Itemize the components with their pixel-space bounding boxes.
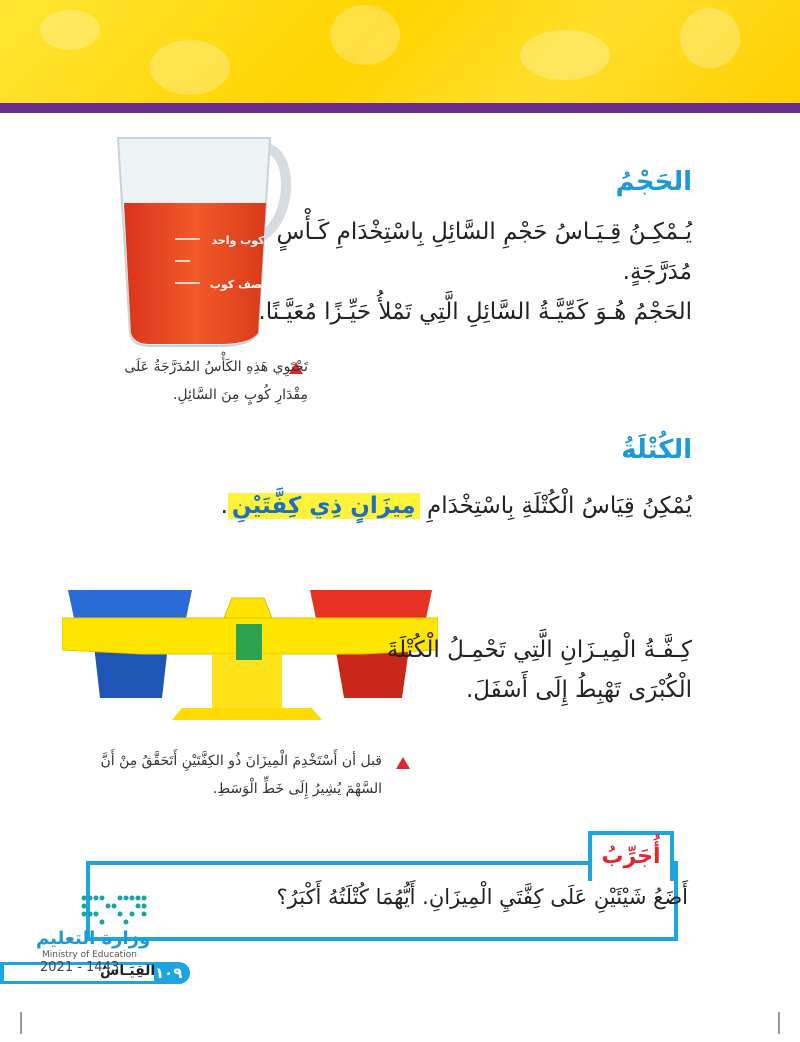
volume-caption xyxy=(124,353,308,409)
ministry-logo-icon xyxy=(78,892,150,926)
volume-title: الحَجْمُ xyxy=(615,167,692,197)
caption-line: مِقْدَارِ كُوبٍ مِنَ السَّائِلِ. xyxy=(172,387,308,403)
try-tab-label: أُجَرِّبُ xyxy=(592,835,670,881)
page-number: ١٠٩ xyxy=(155,964,183,982)
ministry-name-arabic: وزارة التعليم xyxy=(36,928,151,949)
caption-marker-icon xyxy=(396,757,410,769)
cup-label-half: نصف كوب xyxy=(209,278,267,291)
header-divider xyxy=(0,103,800,113)
mass-side-line: الْكُبْرَى تَهْبِطُ إِلَى أَسْفَلَ. xyxy=(465,677,692,703)
mass-paragraph xyxy=(221,486,692,526)
ministry-name-english: Ministry of Education xyxy=(42,950,137,960)
balance-term-highlight: مِيزَانٍ ذِي كِفَّتَيْنِ xyxy=(228,493,420,519)
caption-line: تَحْتَوِي هَذِهِ الكَأْسُ المُدَرَّجَةُ عَلَى xyxy=(124,359,308,375)
try-tab xyxy=(588,831,674,881)
mass-title: الكُتْلَةُ xyxy=(621,435,692,465)
caption-line: السَّهْمَ يُشِيرُ إِلَى خَطِّ الْوَسَطِ. xyxy=(212,781,382,797)
header-banner xyxy=(0,0,800,103)
try-text: أَضَعُ شَيْئَيْنِ عَلَى كِفَّتَيِ الْمِيزَانِ. أَيُّهُمَا كُتْلَتُهُ أَكْبَرُ؟ xyxy=(276,885,688,909)
mass-caption xyxy=(100,747,382,803)
volume-line: يُـمْكِـنُ قِـيَـاسُ حَجْمِ السَّائِلِ بِاسْتِخْدَامِ كَـأْسٍ xyxy=(276,219,692,245)
mass-side-paragraph xyxy=(387,630,692,710)
volume-line: الحَجْمُ هُـوَ كَمِّيَّـةُ السَّائِلِ الَّتِي تَمْلأُ حَيِّـزًا مُعَيَّـنًا. xyxy=(258,299,692,325)
mass-side-line: كِـفَّـةُ الْمِيـزَانِ الَّتِي تَحْمِـلُ الْكُتْلَةَ xyxy=(386,637,692,663)
mass-line-text: يُمْكِنُ قِيَاسُ الْكُتْلَةِ بِاسْتِخْدَامِ xyxy=(426,493,692,519)
crop-mark xyxy=(778,1012,780,1034)
cup-label-full: كوب واحد xyxy=(211,234,265,247)
crop-mark xyxy=(20,1012,22,1034)
school-year: 2021 - 1443 xyxy=(40,960,120,975)
volume-line: مُدَرَّجَةٍ. xyxy=(622,259,692,285)
caption-line: قبل أن أَسْتَخْدِمَ الْمِيزَانَ ذُو الكِفَّتَيْنِ أَتَحَقَّقُ مِنْ أَنَّ xyxy=(100,753,382,769)
chapter-name: القِيَـاسُ xyxy=(100,963,156,979)
volume-paragraph xyxy=(258,212,692,332)
balance-scale-image xyxy=(62,588,438,723)
mass-line-end: . xyxy=(220,493,228,519)
